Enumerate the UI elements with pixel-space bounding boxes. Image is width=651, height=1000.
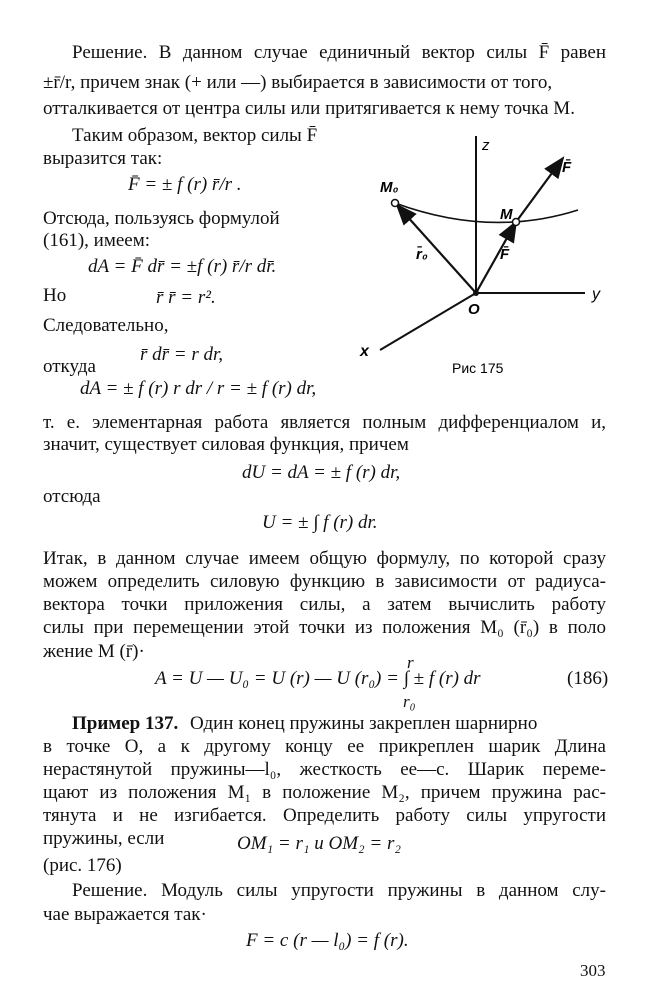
label-force-F: F̄	[562, 159, 572, 176]
text-line: тянута и не изгибается. Определить работу силы упругости	[43, 805, 606, 826]
label-x: x	[360, 343, 369, 360]
text-line: Но	[43, 285, 67, 306]
trajectory-curve	[395, 203, 578, 222]
text-line: Итак, в данном случае имеем общую формулу, по которой сразу	[43, 548, 606, 569]
text-line: т. е. элементарная работа является полным дифференциалом и,	[43, 412, 606, 433]
equation-dA-result: dA = ± f (r) r dr / r = ± f (r) dr,	[80, 378, 317, 399]
equation-186: A = U — U₀ = U (r) — U (r₀) = ∫ ± f (r) dr	[155, 668, 481, 689]
label-F: F̄	[500, 246, 510, 263]
point-M0	[392, 200, 399, 207]
text-line: чае выражается так·	[43, 904, 207, 925]
equation-number: (186)	[567, 668, 609, 689]
text-line: отсюда	[43, 486, 101, 507]
equation-rdr: r̄ dr̄ = r dr,	[140, 344, 224, 365]
text-line: Таким образом, вектор силы F̄	[72, 125, 318, 146]
text-line: (рис. 176)	[43, 855, 122, 876]
text-line: Решение. Модуль силы упругости пружины в данном слу-	[72, 880, 606, 901]
page-number: 303	[580, 961, 606, 980]
text-line: Отсюда, пользуясь формулой	[43, 208, 280, 229]
text-line: вектора точки приложения силы, а затем вычислить работу	[43, 594, 606, 615]
equation-U: U = ± ∫ f (r) dr.	[262, 512, 378, 533]
integral-upper-limit: r	[407, 653, 414, 672]
equation-dU: dU = dA = ± f (r) dr,	[242, 462, 401, 483]
point-M	[513, 219, 520, 226]
vector-F-short	[476, 222, 516, 293]
text-line: откуда	[43, 356, 96, 377]
figure-175	[340, 128, 620, 388]
x-axis	[380, 293, 476, 350]
text-line: Следовательно,	[43, 315, 169, 336]
text-line: щают из положения M₁ в положение M₂, причем пружина рас-	[43, 782, 606, 803]
label-r0: r̄₀	[416, 246, 428, 263]
integral-lower-limit: r₀	[403, 692, 416, 711]
text-line: ±r̄/r, причем знак (+ или —) выбирается в зависимости от того,	[43, 72, 553, 93]
text-line: Один конец пружины закреплен шарнирно	[190, 713, 538, 734]
text-line: силы при перемещении этой точки из положения M₀ (r̄₀) в поло	[43, 617, 606, 638]
equation-force-vector: F̄ = ± f (r) r̄/r .	[128, 174, 242, 195]
text-line: отталкивается от центра силы или притягивается к нему точка M.	[43, 98, 575, 119]
text-line: значит, существует силовая функция, причем	[43, 434, 409, 455]
equation-dA: dA = F̄ dr̄ = ±f (r) r̄/r dr̄.	[88, 256, 277, 277]
radius-vector-r0	[397, 205, 476, 293]
text-line: жение M (r̄)·	[43, 641, 145, 662]
label-M: M	[500, 206, 513, 223]
equation-OM: OM₁ = r₁ и OM₂ = r₂	[237, 833, 401, 854]
equation-elastic-force: F = c (r — l₀) = f (r).	[246, 930, 409, 951]
label-y: y	[592, 286, 600, 303]
force-vector-F	[516, 158, 563, 222]
label-M0: M₀	[380, 179, 399, 196]
text-line: выразится так:	[43, 148, 163, 169]
equation-r-squared: r̄ r̄ = r².	[156, 287, 216, 308]
text-line: Решение. В данном случае единичный вектор силы F̄ равен	[72, 42, 606, 63]
text-line: (161), имеем:	[43, 230, 151, 251]
figure-caption: Рис 175	[452, 360, 504, 376]
text-line: можем определить силовую функцию в зависимости от радиуса-	[43, 571, 606, 592]
point-O	[473, 290, 479, 296]
label-z: z	[482, 137, 490, 154]
example-label: Пример 137.	[72, 713, 179, 734]
label-O: O	[468, 301, 480, 318]
text-line: нерастянутой пружины—l₀, жесткость ее—c. Шарик переме-	[43, 759, 606, 780]
text-line: пружины, если	[43, 828, 165, 849]
text-line: в точке O, а к другому концу ее прикреплен шарик Длина	[43, 736, 606, 757]
